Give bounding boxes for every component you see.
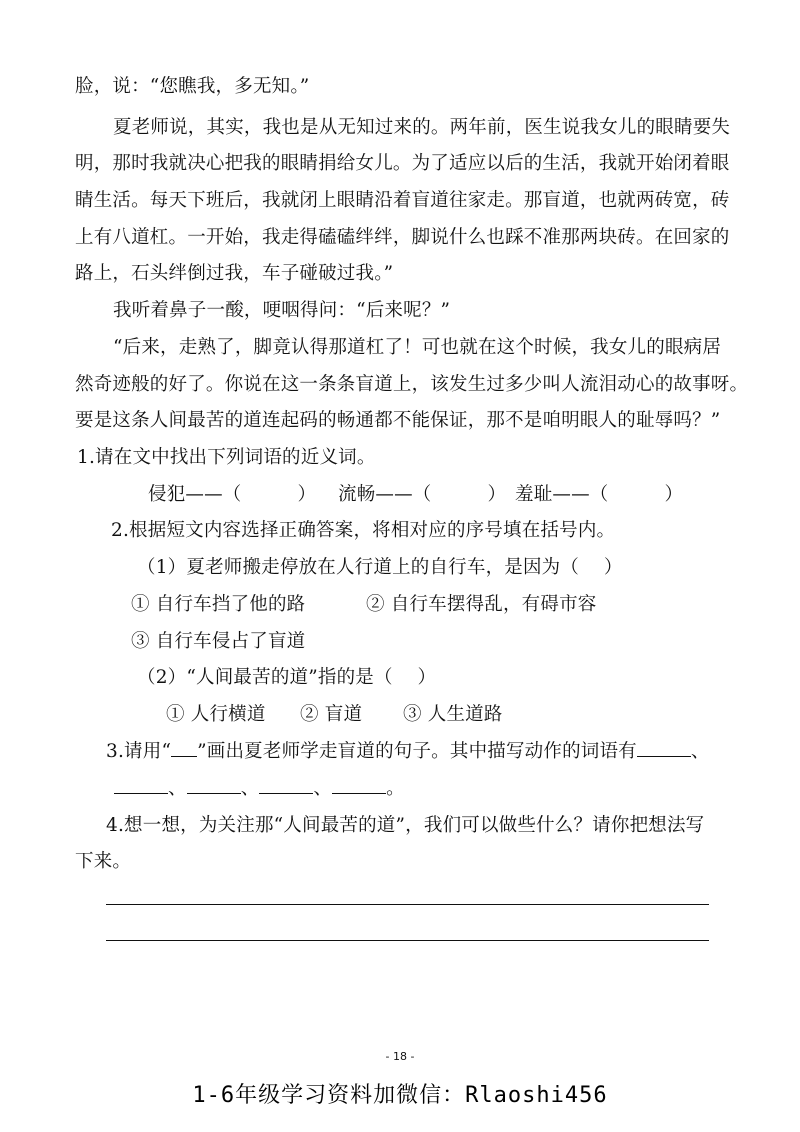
- passage-line-1: 脸，说：“您瞧我，多无知。”: [75, 76, 310, 97]
- action-word-blank-2[interactable]: [114, 792, 168, 794]
- q2-sub1-option-2: ② 自行车摆得乱，有碍市容: [366, 594, 597, 615]
- passage-line-6: 路上，石头绊倒过我，车子碰破过我。”: [75, 263, 394, 284]
- answer-line-1[interactable]: [106, 904, 709, 905]
- q2-sub2-option-3: ③ 人生道路: [403, 704, 503, 725]
- synonym-item-2: 流畅——（ ）: [338, 484, 507, 505]
- passage-line-10: 要是这条人间最苦的道连起码的畅通都不能保证，那不是咱明眼人的耻辱吗？”: [75, 410, 721, 431]
- q2-sub2-option-2: ② 盲道: [300, 704, 363, 725]
- question-2-sub-2: （2）“人间最苦的道”指的是（ ）: [137, 667, 437, 688]
- passage-line-2: 夏老师说，其实，我也是从无知过来的。两年前，医生说我女儿的眼睛要失: [113, 117, 731, 138]
- q2-sub1-option-1: ① 自行车挡了他的路: [131, 594, 306, 615]
- q2-sub2-option-1: ① 人行横道: [166, 704, 266, 725]
- question-3-prompt: 3.请用“ ”画出夏老师学走盲道的句子。其中描写动作的词语有 、: [106, 741, 710, 762]
- question-2-sub-1: （1）夏老师搬走停放在人行道上的自行车，是因为（ ）: [137, 557, 623, 578]
- passage-line-9: 然奇迹般的好了。你说在这一条条盲道上，该发生过多少叫人流泪动心的故事呀。: [75, 374, 749, 395]
- passage-line-7: 我听着鼻子一酸，哽咽得问：“后来呢？”: [113, 300, 451, 321]
- synonym-word-2: 流畅——（: [338, 484, 432, 505]
- page-number: - 18 -: [385, 1050, 415, 1063]
- underline-sample: [171, 755, 197, 757]
- question-3-blanks: 、 、 、 。: [114, 774, 405, 804]
- question-2-prompt: 2.根据短文内容选择正确答案，将相对应的序号填在括号内。: [111, 520, 616, 541]
- passage-line-3: 明，那时我就决心把我的眼睛捐给女儿。为了适应以后的生活，我就开始闭着眼: [75, 153, 730, 174]
- q2-sub1-option-3: ③ 自行车侵占了盲道: [131, 631, 306, 652]
- question-1-prompt: 1.请在文中找出下列词语的近义词。: [77, 447, 376, 468]
- answer-line-2[interactable]: [106, 940, 709, 941]
- synonym-word-1: 侵犯——（: [148, 484, 242, 505]
- footer-watermark: 1-6年级学习资料加微信：Rlaoshi456: [192, 1083, 608, 1108]
- synonym-item-1: 侵犯——（ ）: [148, 484, 317, 505]
- question-4-prompt-line-1: 4.想一想，为关注那“人间最苦的道”，我们可以做些什么？请你把想法写: [106, 815, 705, 836]
- synonym-item-3: 羞耻——（ ）: [515, 484, 684, 505]
- action-word-blank-3[interactable]: [187, 792, 241, 794]
- action-word-blank-4[interactable]: [259, 792, 313, 794]
- passage-line-4: 睛生活。每天下班后，我就闭上眼睛沿着盲道往家走。那盲道，也就两砖宽，砖: [75, 190, 730, 211]
- action-word-blank-5[interactable]: [332, 792, 386, 794]
- passage-line-8: “后来，走熟了，脚竟认得那道杠了！可也就在这个时候，我女儿的眼病居: [113, 337, 722, 358]
- question-4-prompt-line-2: 下来。: [75, 851, 132, 872]
- synonym-word-3: 羞耻——（: [515, 484, 609, 505]
- action-word-blank-1[interactable]: [637, 755, 691, 757]
- passage-line-5: 上有八道杠。一开始，我走得磕磕绊绊，脚说什么也踩不准那两块砖。在回家的: [75, 227, 730, 248]
